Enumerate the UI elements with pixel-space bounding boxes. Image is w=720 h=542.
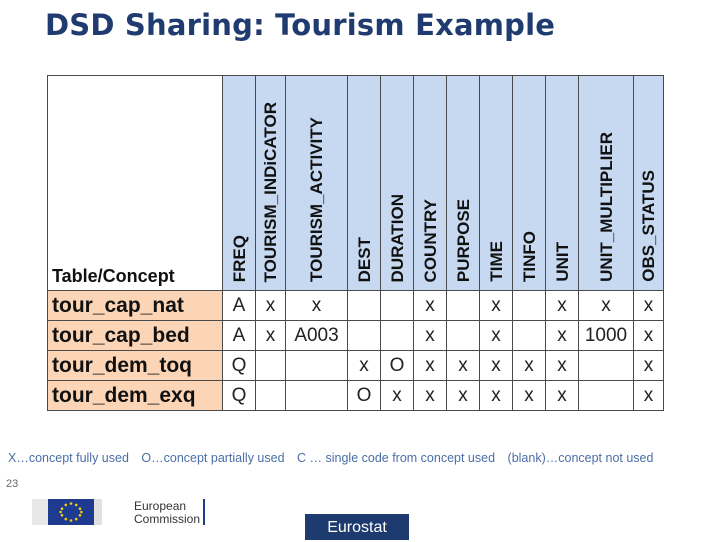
column-header: PURPOSE xyxy=(447,76,480,291)
table-cell: 1000 xyxy=(579,321,634,351)
column-header: COUNTRY xyxy=(414,76,447,291)
column-header: OBS_STATUS xyxy=(634,76,664,291)
table-cell: x xyxy=(256,321,286,351)
table-cell xyxy=(513,321,546,351)
concept-table xyxy=(47,75,664,411)
table-cell xyxy=(256,351,286,381)
slide-title: DSD Sharing: Tourism Example xyxy=(45,8,556,42)
table-cell xyxy=(513,291,546,321)
table-cell: x xyxy=(634,291,664,321)
table-cell: x xyxy=(634,351,664,381)
table-cell xyxy=(447,291,480,321)
table-row xyxy=(48,321,664,351)
table-cell: O xyxy=(348,381,381,411)
table-cell xyxy=(348,321,381,351)
table-cell: Q xyxy=(223,351,256,381)
table-cell: x xyxy=(414,291,447,321)
row-label: tour_cap_nat xyxy=(48,291,223,321)
table-cell: A003 xyxy=(286,321,348,351)
column-header: DEST xyxy=(348,76,381,291)
column-header: TIME xyxy=(480,76,513,291)
column-header: TOURISM_INDiCATOR xyxy=(256,76,286,291)
legend-item: X…concept fully used xyxy=(8,451,129,465)
table-cell: x xyxy=(480,381,513,411)
svg-text:European: European xyxy=(134,499,187,513)
table-cell xyxy=(381,291,414,321)
table-cell: x xyxy=(634,381,664,411)
table-cell: x xyxy=(546,381,579,411)
table-cell: A xyxy=(223,291,256,321)
table-row xyxy=(48,291,664,321)
table-cell: x xyxy=(546,321,579,351)
table-cell: x xyxy=(480,291,513,321)
svg-text:Commission: Commission xyxy=(134,512,201,526)
column-header: DURATION xyxy=(381,76,414,291)
table-cell xyxy=(381,321,414,351)
table-cell: x xyxy=(447,381,480,411)
table-cell: x xyxy=(513,381,546,411)
table-cell xyxy=(579,381,634,411)
table-cell xyxy=(447,321,480,351)
table-cell: x xyxy=(447,351,480,381)
concept-table-container xyxy=(47,75,664,411)
table-body xyxy=(48,291,664,411)
row-label: tour_dem_exq xyxy=(48,381,223,411)
european-commission-logo xyxy=(32,485,212,534)
table-row xyxy=(48,381,664,411)
table-cell: x xyxy=(480,351,513,381)
legend-item: O…concept partially used xyxy=(141,451,285,465)
header-row xyxy=(48,76,664,291)
table-cell: x xyxy=(286,291,348,321)
table-cell xyxy=(286,381,348,411)
row-label: tour_dem_toq xyxy=(48,351,223,381)
legend xyxy=(8,451,662,465)
table-cell: x xyxy=(381,381,414,411)
column-header: TINFO xyxy=(513,76,546,291)
table-cell xyxy=(579,351,634,381)
table-cell: x xyxy=(414,351,447,381)
column-header: UNIT_MULTIPLIER xyxy=(579,76,634,291)
table-cell: x xyxy=(414,381,447,411)
table-cell: x xyxy=(634,321,664,351)
corner-label: Table/Concept xyxy=(48,76,223,291)
legend-item: (blank)…concept not used xyxy=(507,451,654,465)
table-cell xyxy=(286,351,348,381)
row-label: tour_cap_bed xyxy=(48,321,223,351)
table-cell: x xyxy=(256,291,286,321)
table-cell: O xyxy=(381,351,414,381)
eurostat-label: Eurostat xyxy=(305,514,409,540)
table-cell: Q xyxy=(223,381,256,411)
table-cell: x xyxy=(480,321,513,351)
column-header: UNIT xyxy=(546,76,579,291)
table-cell: x xyxy=(414,321,447,351)
column-header: FREQ xyxy=(223,76,256,291)
column-header: TOURISM_ACTIVITY xyxy=(286,76,348,291)
legend-item: C … single code from concept used xyxy=(297,451,496,465)
page-number: 23 xyxy=(6,478,19,490)
table-cell: x xyxy=(348,351,381,381)
table-cell: A xyxy=(223,321,256,351)
table-cell: x xyxy=(513,351,546,381)
table-cell: x xyxy=(579,291,634,321)
table-cell xyxy=(256,381,286,411)
table-cell xyxy=(348,291,381,321)
table-cell: x xyxy=(546,291,579,321)
table-row xyxy=(48,351,664,381)
table-cell: x xyxy=(546,351,579,381)
